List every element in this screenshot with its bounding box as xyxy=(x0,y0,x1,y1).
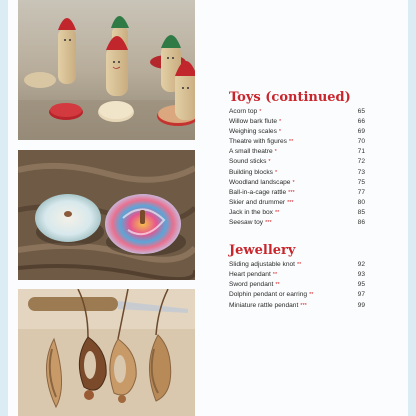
photo-spinning-tops xyxy=(18,150,195,280)
toc-entry xyxy=(229,198,365,208)
difficulty-stars: * xyxy=(268,159,271,166)
entry-page-number: 80 xyxy=(357,198,365,206)
difficulty-stars: *** xyxy=(288,189,295,196)
entry-page-number: 70 xyxy=(357,138,365,146)
toc-entry xyxy=(229,270,365,280)
entry-title: Ball-in-a-cage rattle xyxy=(229,188,287,196)
entry-page-number: 77 xyxy=(357,188,365,196)
toc-entry xyxy=(229,147,365,157)
entry-title: Sliding adjustable knot xyxy=(229,261,295,269)
entry-page-number: 71 xyxy=(357,148,365,156)
toc-entry xyxy=(229,290,365,300)
toc-entry xyxy=(229,260,365,270)
entry-page-number: 95 xyxy=(357,281,365,289)
entry-page-number: 85 xyxy=(357,208,365,216)
difficulty-stars: *** xyxy=(265,220,272,227)
toc-entry xyxy=(229,188,365,198)
difficulty-stars: ** xyxy=(309,292,314,299)
toys-entry-list xyxy=(229,107,365,228)
entry-page-number: 66 xyxy=(357,118,365,126)
difficulty-stars: * xyxy=(292,179,295,186)
entry-title: Building blocks xyxy=(229,168,273,176)
section-title-toys: Toys (continued) xyxy=(229,90,351,105)
entry-page-number: 97 xyxy=(357,291,365,299)
toc-entry xyxy=(229,280,365,290)
toc-entry xyxy=(229,218,365,228)
difficulty-stars: ** xyxy=(272,272,278,279)
toc-entry xyxy=(229,137,365,147)
difficulty-stars: * xyxy=(279,119,282,126)
entry-title: A small theatre xyxy=(229,148,273,156)
toc-entry xyxy=(229,127,365,137)
entry-page-number: 86 xyxy=(357,219,365,227)
entry-title: Seesaw toy xyxy=(229,219,264,227)
entry-title: Dolphin pendant or earring xyxy=(229,291,308,299)
toc-entry xyxy=(229,178,365,188)
difficulty-stars: *** xyxy=(300,302,307,309)
toc-entry xyxy=(229,168,365,178)
photo-carved-pendants xyxy=(18,289,195,416)
entry-title: Woodland landscape xyxy=(229,178,291,186)
entry-title: Theatre with figures xyxy=(229,138,287,146)
toc-entry xyxy=(229,107,365,117)
entry-page-number: 92 xyxy=(357,261,365,269)
entry-title: Heart pendant xyxy=(229,271,271,279)
entry-title: Sound sticks xyxy=(229,158,267,166)
entry-title: Skier and drummer xyxy=(229,198,286,206)
difficulty-stars: *** xyxy=(287,199,294,206)
entry-page-number: 75 xyxy=(357,178,365,186)
toc-entry xyxy=(229,157,365,167)
toc-entry xyxy=(229,301,365,311)
difficulty-stars: ** xyxy=(296,262,302,269)
difficulty-stars: * xyxy=(259,109,262,115)
table-of-contents xyxy=(229,90,365,311)
photo-wooden-gnomes xyxy=(18,0,195,140)
difficulty-stars: ** xyxy=(288,139,294,146)
difficulty-stars: * xyxy=(274,149,277,156)
entry-title: Miniature rattle pendant xyxy=(229,301,299,309)
difficulty-stars: * xyxy=(274,169,278,176)
entry-page-number: 65 xyxy=(357,108,365,115)
entry-title: Willow bark flute xyxy=(229,118,278,126)
entry-page-number: 69 xyxy=(357,128,365,136)
difficulty-stars: ** xyxy=(275,282,280,289)
entry-title: Weighing scales xyxy=(229,128,277,136)
difficulty-stars: ** xyxy=(274,209,280,216)
entry-title: Acorn top xyxy=(229,108,258,115)
entry-page-number: 99 xyxy=(357,301,365,309)
entry-page-number: 72 xyxy=(357,158,365,166)
section-title-jewellery: Jewellery xyxy=(229,243,296,259)
entry-title: Jack in the box xyxy=(229,208,273,216)
toc-entry xyxy=(229,208,365,218)
entry-page-number: 73 xyxy=(357,168,365,176)
difficulty-stars: * xyxy=(278,129,282,136)
entry-title: Sword pendant xyxy=(229,281,274,289)
toc-entry xyxy=(229,117,365,127)
entry-page-number: 93 xyxy=(357,271,365,279)
jewellery-entry-list xyxy=(229,260,365,310)
